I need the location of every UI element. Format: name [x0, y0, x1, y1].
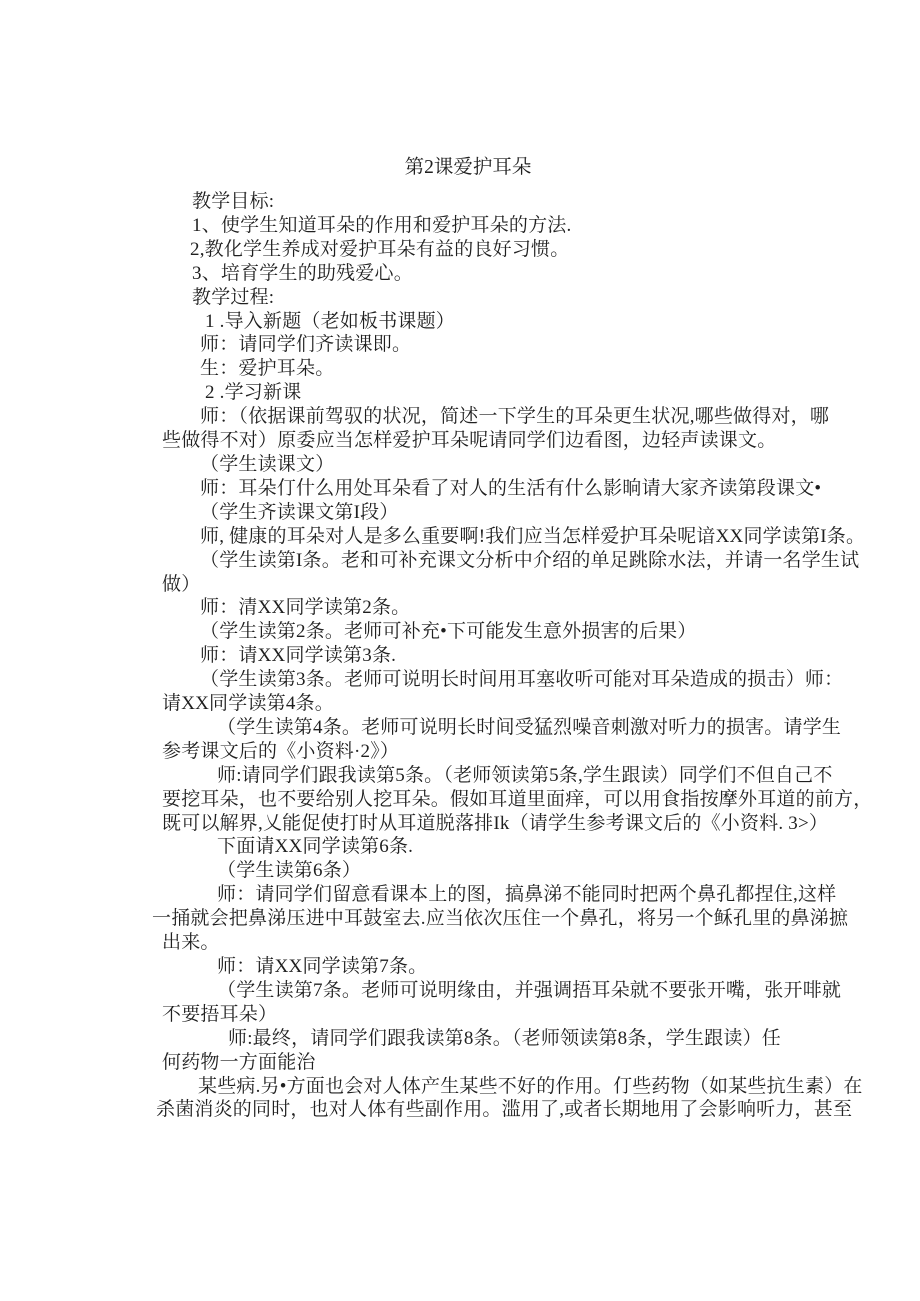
- document-title: 第2课爱护耳朵: [404, 157, 532, 178]
- text-line: 师：请同学们留意看课本上的图，搞鼻涕不能同时把两个鼻孔都捏住,这样: [217, 884, 837, 906]
- text-line: 1、使学生知道耳朵的作用和爱护耳朵的方法.: [192, 214, 572, 236]
- text-line: 些做得不对）原委应当怎样爱护耳朵呢请同学们边看图，边轻声读课文。: [162, 430, 777, 452]
- text-line: （学生读第4条。老师可说明长时间受猛烈噪音刺激对听力的损害。请学生: [217, 716, 842, 738]
- text-line: 师:最终，请同学们跟我读第8条。（老师领读第8条，学生跟读）任: [228, 1027, 781, 1049]
- text-line: 师：请XX同学读第7条。: [217, 956, 428, 977]
- text-line: 杀菌消炎的同时，也对人体有些副作用。滥用了,或者长期地用了会影响听力，甚至: [156, 1099, 853, 1121]
- document-content: [152, 156, 873, 1122]
- text-line: 师：耳朵仃什么用处耳朵看了对人的生活有什么影晌请大家齐读第段课文•: [200, 477, 822, 499]
- text-line: 2 .学习新课: [205, 382, 302, 404]
- text-line: 师:请同学们跟我读第5条。（老师领读第5条,学生跟读）同学们不但自己不: [217, 764, 833, 786]
- text-line: 师：清XX同学读第2条。: [200, 597, 411, 619]
- text-line: 师：请XX同学读第3条.: [200, 645, 397, 667]
- text-line: （学生读第6条）: [217, 860, 362, 882]
- text-line: 1 .导入新题（老如板书课题）: [205, 310, 456, 332]
- text-line: （学生齐读课文第I段）: [200, 501, 399, 523]
- text-line: 某些病.另•方面也会对人体产生某些不好的作用。仃些药物（如某些抗生素）在: [198, 1075, 863, 1097]
- text-line: 2,教化学生养成对爱护耳朵有益的良好习惯。: [190, 238, 570, 260]
- text-line: 教学目标:: [192, 191, 275, 212]
- text-line: 师, 健康的耳朵对人是多么重要啊!我们应当怎样爱护耳朵呢谙XX同学读第I条。: [200, 525, 866, 547]
- text-line: 师：请同学们齐读课即。: [200, 334, 412, 356]
- text-line: 请XX同学读第4条。: [162, 693, 334, 715]
- text-line: 师：（依据课前驾驭的状况，简述一下学生的耳朵更生状况,哪些做得对，哪: [200, 406, 830, 428]
- text-line: 3、培育学生的助残爱心。: [192, 262, 413, 284]
- text-line: 既可以解界,乂能促使打时从耳道脱落排Ik（请学生参考课文后的《小资料. 3>）: [162, 812, 829, 834]
- text-line: 不要捂耳朵）: [162, 1003, 278, 1025]
- text-line: （学生读第I条。老和可补充课文分析中介绍的单足跳除水法，并请一名学生试: [200, 549, 860, 571]
- text-line: 参考课文后的《小资料·2》）: [162, 740, 400, 762]
- text-line: 做）: [162, 573, 201, 595]
- text-line: 教学过程:: [192, 286, 275, 308]
- text-line: 出来。: [162, 932, 220, 954]
- text-line: （学生读第3条。老师可说明长时间用耳塞收听可能对耳朵造成的损击）师：: [200, 669, 844, 691]
- text-line: （学生读第7条。老师可说明缘由，并强调捂耳朵就不要张开嘴，张开啡就: [217, 979, 842, 1001]
- text-line: 何药物一方面能治: [162, 1051, 316, 1073]
- text-line: 要挖耳朵，也不要给别人挖耳朵。假如耳道里面痒，可以用食指按摩外耳道的前方，: [162, 788, 873, 810]
- text-line: 生：爱护耳朵。: [200, 358, 335, 380]
- document-body: [152, 190, 873, 1122]
- text-line: （学生读课文）: [200, 453, 335, 475]
- text-line: 一捅就会把鼻涕压进中耳鼓室去.应当依次压住一个鼻孔，将另一个稣孔里的鼻涕摭: [152, 908, 849, 930]
- text-line: （学生读第2条。老师可补充•下可能发生意外损害的后果）: [200, 621, 697, 643]
- text-line: 下面请XX同学读第6条.: [217, 836, 414, 858]
